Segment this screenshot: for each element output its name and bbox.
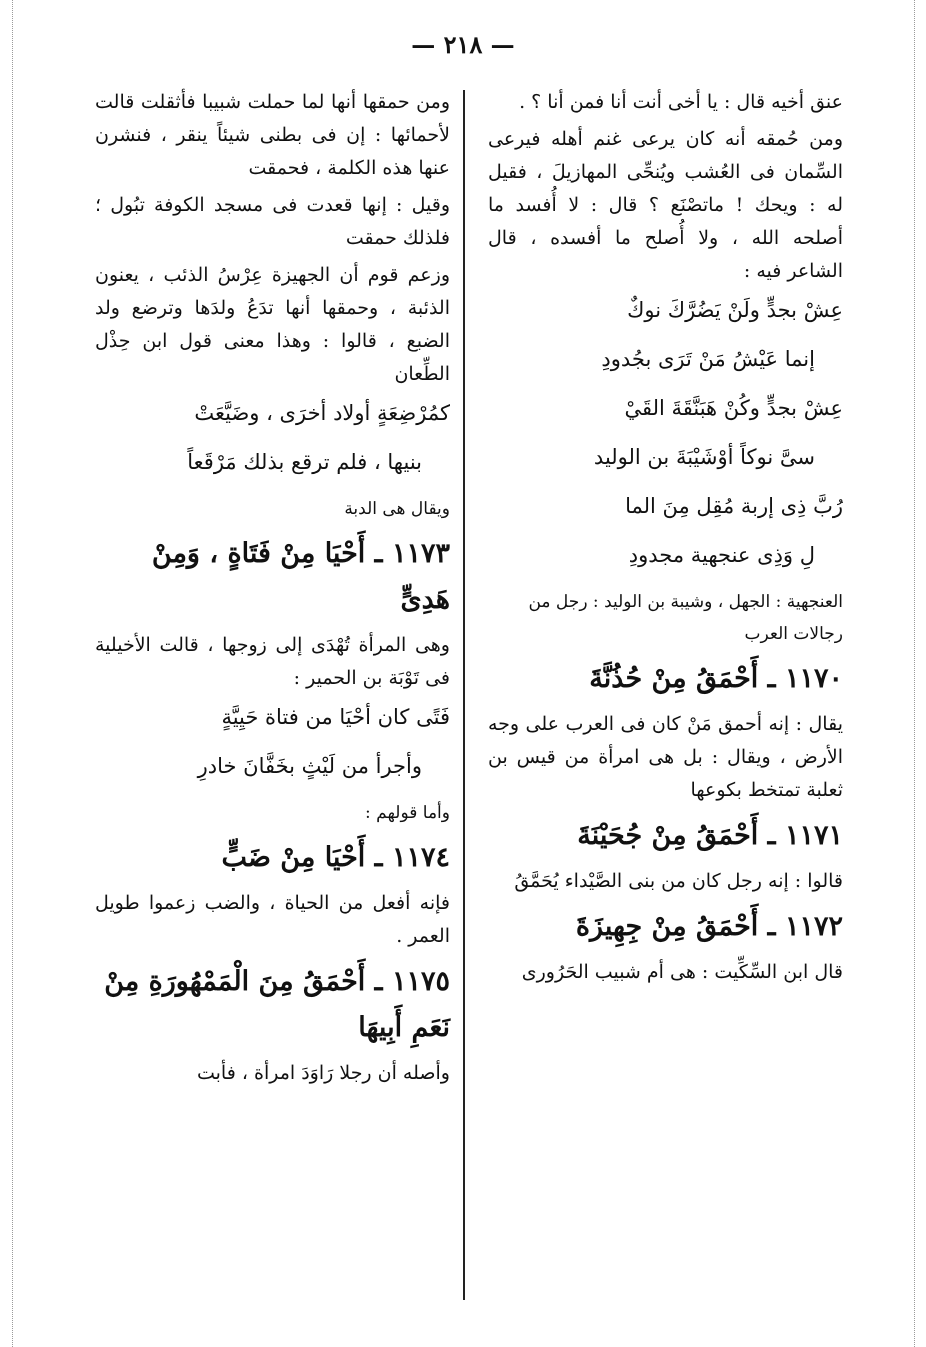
paragraph: فإنه أفعل من الحياة ، والضب زعموا طويل العمر . [95,892,450,947]
paragraph: يقال : إنه أحمق مَنْ كان فى العرب على وجه الأرض ، ويقال : بل هى امرأة من قيس بن ثعلبة تمتخط بكوعها [488,713,843,801]
page-number: — ٢١٨ — [411,30,515,59]
paragraph: وقيل : إنها قعدت فى مسجد الكوفة تبُول ؛ فلذلك حمقت [95,194,450,249]
verse-line: فَتًى كان أحْيَا من فتاة حَيِيَّةٍ [221,705,450,729]
paragraph: ومن حُمقه أنه كان يرعى غنم أهله فيرعى السِّمان فى العُشب ويُنحِّى المهازيلَ ، فقيل له : ويحك ! ماتصْنَع ؟ قال : لا أُفسد ما أصلحه الله ، ولا أُصلح ما أفسده ، قال الشاعر فيه : [488,128,843,282]
paragraph: عنق أخيه قال : يا أخى أنت أنا فمن أنا ؟ . [519,91,843,113]
note-line: وأما قولهم : [365,803,450,823]
verse-line-second: وأجرأ من لَيْثٍ بخَفَّانَ خادرِ [197,754,422,778]
scan-edge-right [914,0,915,1347]
verse-line-second: لِ وَذِى عنجهية مجدودِ [628,543,815,567]
verse-line: رُبَّ ذِى إربة مُقِل مِنَ الما [625,494,843,518]
proverb-heading: ١١٧٤ ـ أَحْيَا مِنْ ضَبٍّ [221,842,450,873]
left-column [95,86,450,1094]
verse-line: عِشْ بجدٍّ ولَنْ يَضُرَّكَ نوكٌ [627,298,843,322]
proverb-heading: ١١٧٠ ـ أَحْمَقُ مِنْ حُذُنَّةَ [589,663,843,694]
note-line: ويقال هى الدبة [344,499,450,519]
paragraph: وأصله أن رجلا رَاوَدَ امرأة ، فأبت [196,1062,450,1084]
right-column [488,86,843,993]
verse-line-second: إنما عَيْشُ مَنْ تَرَى بجُدودِ [601,347,815,371]
proverb-heading: ١١٧٣ ـ أَحْيَا مِنْ فَتَاةٍ ، وَمِنْ هَدِىٍّ [151,538,450,615]
verse-line-second: سىَّ نوكاً أوْشَيْبَةَ بن الوليد [593,445,815,469]
note-line: العنجهية : الجهل ، وشيبة بن الوليد : رجل من رجالات العرب [528,592,843,644]
proverb-heading: ١١٧٥ ـ أَحْمَقُ مِنَ الْمَمْهُورَةِ مِنْ نَعَمِ أَبِيهَا [104,966,450,1043]
paragraph: وهى المرأة تُهْدَى إلى زوجها ، قالت الأخيلية فى تَوْبَة بن الحمير : [95,634,450,689]
scan-edge-left [12,0,13,1347]
paragraph: قالوا : إنه رجل كان من بنى الصَّيْداء يُحَمَّقُ [514,870,843,892]
proverb-heading: ١١٧١ ـ أَحْمَقُ مِنْ جُحَيْنَةَ [577,820,843,851]
verse-line: عِشْ بجدٍّ وكُنْ هَبَنَّقَةَ القَيْ [624,396,843,420]
paragraph: وزعم قوم أن الجهيزة عِرْسُ الذئب ، يعنون الذئبة ، وحمقها أنها تدَعُ ولدَها وترضع ولد الضبع ، قالوا : وهذا معنى قول ابن حِذْل الطِّعان [95,264,450,385]
verse-line: كمُرْضِعَةٍ أولاد أخرَى ، وضَيَّعَتْ [194,401,450,425]
paragraph: قال ابن السِّكِّيت : هى أم شبيب الحَرُورى [521,961,843,983]
column-divider [463,90,465,1300]
proverb-heading: ١١٧٢ ـ أَحْمَقُ مِنْ جِهِيزَةَ [575,911,843,942]
paragraph: ومن حمقها أنها لما حملت شبيبا فأثقلت قالت لأحمائها : إن فى بطنى شيئاً ينقر ، فنشرن عنها هذه الكلمة ، فحمقت [95,91,450,179]
verse-line-second: بنيها ، فلم ترقع بذلك مَرْقَعاً [187,450,422,474]
